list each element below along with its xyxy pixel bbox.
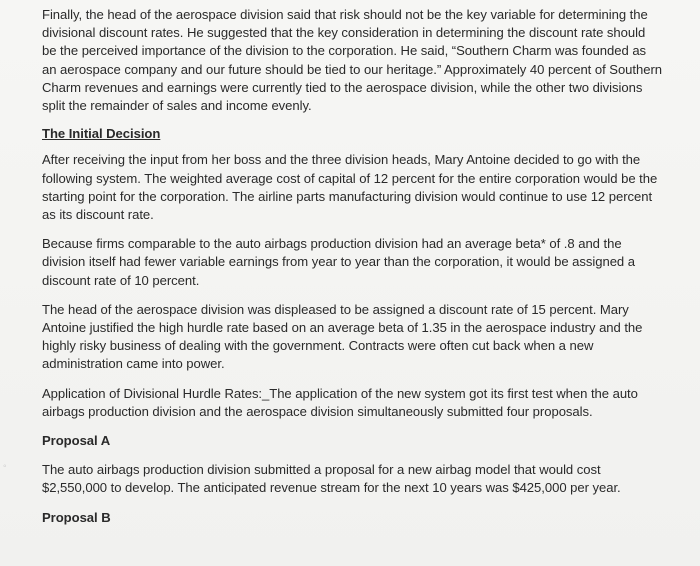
proposal-b-heading: Proposal B (42, 509, 111, 525)
margin-mark: ◦ (3, 461, 7, 472)
proposal-a-heading: Proposal A (42, 433, 111, 449)
paragraph-application: Application of Divisional Hurdle Rates:_The application of the new system got its first test when the auto airbags production division and the aerospace division simultaneously submitted four proposals. (42, 385, 638, 419)
section-heading-initial-decision: The Initial Decision (42, 126, 161, 142)
document-body (42, 6, 662, 527)
paragraph-initial-decision: After receiving the input from her boss and the three division heads, Mary Antoine decided to go with the following system. The weighted average cost of capital of 12 percent for the entire corporation would be the starting point for the corporation. The airline parts manufacturing division would continue to use 12 percent as its discount rate. (42, 152, 658, 223)
paragraph-proposal-a: The auto airbags production division submitted a proposal for a new airbag model that would cost $2,550,000 to develop. The anticipated revenue stream for the next 10 years was $425,000 per year. (42, 462, 621, 496)
paragraph-aerospace-heritage: Finally, the head of the aerospace division said that risk should not be the key variable for determining the divisional discount rates. He suggested that the key consideration in determining the discount rate should be the perceived importance of the division to the corporation. He said, “Southern Charm was founded as an aerospace company and our future should be tied to our heritage.” Approximately 40 percent of Southern Charm revenues and earnings were currently tied to the aerospace division, while the other two divisions split the remainder of sales and income evenly. (42, 7, 663, 114)
paragraph-aerospace-discount-rate: The head of the aerospace division was displeased to be assigned a discount rate of 15 percent. Mary Antoine justified the high hurdle rate based on an average beta of 1.35 in the aerospace industry and the highly risky business of dealing with the government. Contracts were often cut back when a new administration came into power. (42, 301, 643, 372)
paragraph-airbags-discount-rate: Because firms comparable to the auto airbags production division had an average beta* of .8 and the division itself had fewer variable earnings from year to year than the corporation, it would be assigned a discount rate of 10 percent. (42, 236, 635, 288)
